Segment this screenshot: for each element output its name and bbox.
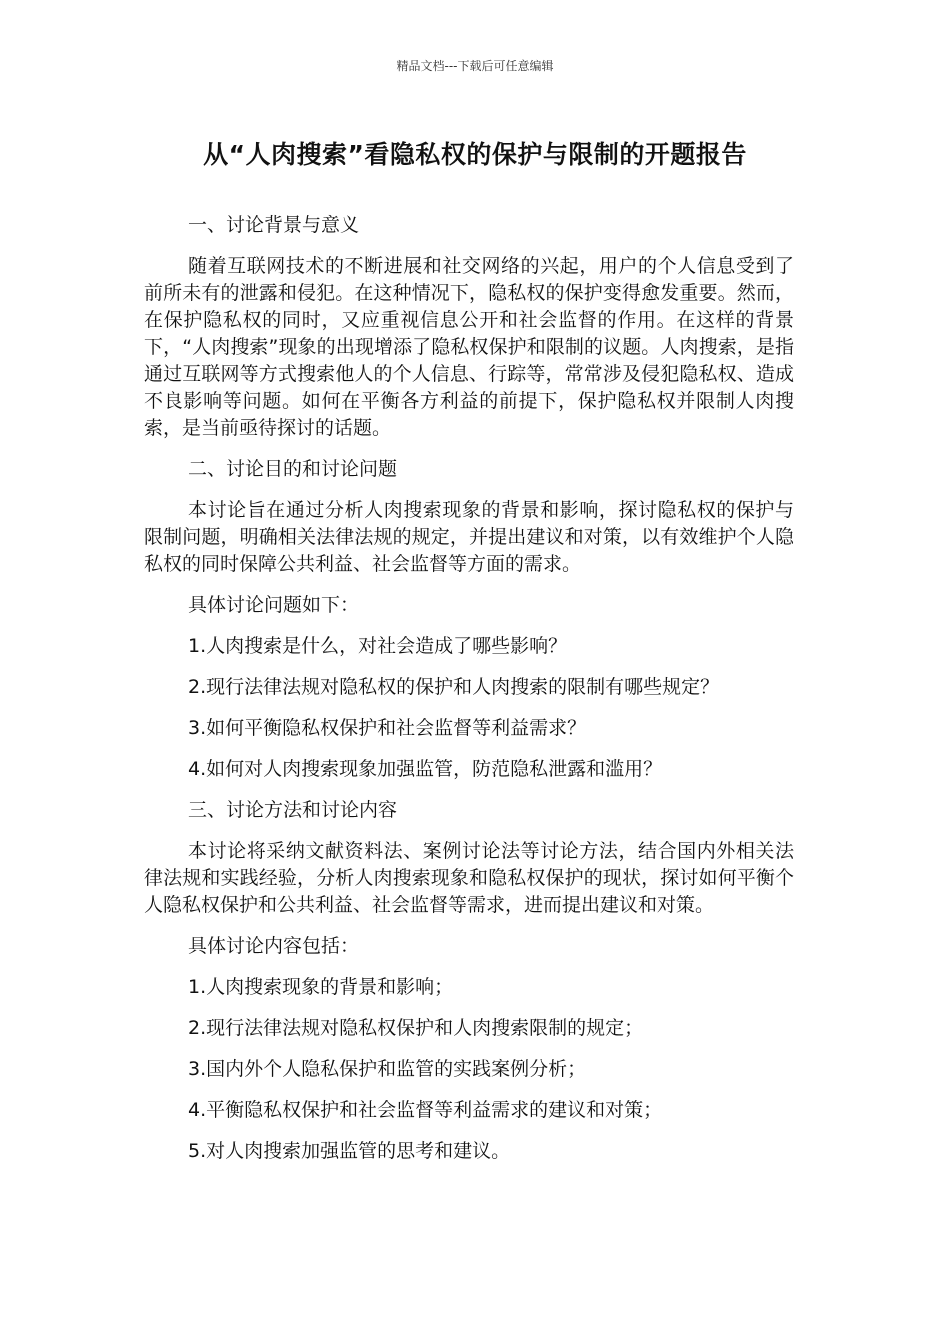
section-2-heading: 二、讨论目的和讨论问题 xyxy=(188,458,398,480)
content-item-3: 3.国内外个人隐私保护和监管的实践案例分析； xyxy=(188,1058,587,1080)
question-item-4: 4.如何对人肉搜索现象加强监管，防范隐私泄露和滥用？ xyxy=(188,758,663,780)
content-item-1: 1.人肉搜索现象的背景和影响； xyxy=(188,976,454,998)
question-item-1: 1.人肉搜索是什么，对社会造成了哪些影响？ xyxy=(188,635,568,657)
content-item-2: 2.现行法律法规对隐私权保护和人肉搜索限制的规定； xyxy=(188,1017,644,1039)
question-item-3: 3.如何平衡隐私权保护和社会监督等利益需求？ xyxy=(188,717,587,739)
section-3-list-intro: 具体讨论内容包括： xyxy=(188,935,360,957)
section-3-paragraph: 本讨论将采纳文献资料法、案例讨论法等讨论方法，结合国内外相关法律法规和实践经验，分析人肉搜索现象和隐私权保护的现状，探讨如何平衡个人隐私权保护和公共利益、社会监督等需求，进而提出建议和对策。 xyxy=(144,840,794,916)
section-2-list-intro: 具体讨论问题如下： xyxy=(188,594,360,616)
document-title: 从“人肉搜索”看隐私权的保护与限制的开题报告 xyxy=(203,140,747,169)
section-3-heading: 三、讨论方法和讨论内容 xyxy=(188,799,398,821)
section-1-heading: 一、讨论背景与意义 xyxy=(188,214,360,236)
content-item-5: 5.对人肉搜索加强监管的思考和建议。 xyxy=(188,1140,511,1162)
page-header: 精品文档---下载后可任意编辑 xyxy=(396,59,554,73)
question-item-2: 2.现行法律法规对隐私权的保护和人肉搜索的限制有哪些规定？ xyxy=(188,676,720,698)
section-1-paragraph: 随着互联网技术的不断进展和社交网络的兴起，用户的个人信息受到了前所未有的泄露和侵犯。在这种情况下，隐私权的保护变得愈发重要。然而，在保护隐私权的同时，又应重视信息公开和社会监督的作用。在这样的背景下，“人肉搜索”现象的出现增添了隐私权保护和限制的议题。人肉搜索，是指通过互联网等方式搜索他人的个人信息、行踪等，常常涉及侵犯隐私权、造成不良影响等问题。如何在平衡各方利益的前提下，保护隐私权并限制人肉搜索，是当前亟待探讨的话题。 xyxy=(144,255,794,439)
document-body xyxy=(144,212,794,1179)
content-item-4: 4.平衡隐私权保护和社会监督等利益需求的建议和对策； xyxy=(188,1099,663,1121)
section-2-paragraph: 本讨论旨在通过分析人肉搜索现象的背景和影响，探讨隐私权的保护与限制问题，明确相关法律法规的规定，并提出建议和对策，以有效维护个人隐私权的同时保障公共利益、社会监督等方面的需求。 xyxy=(144,499,794,575)
